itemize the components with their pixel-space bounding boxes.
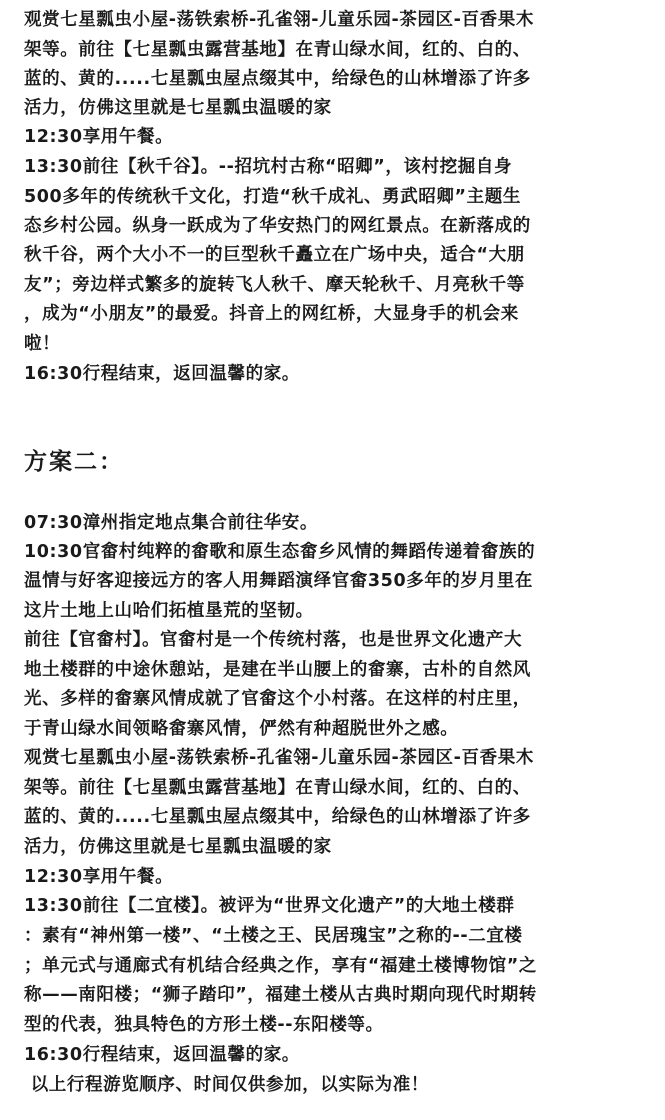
text-line: 友”；旁边样式繁多的旋转飞人秋千、摩天轮秋千、月亮秋千等 <box>24 275 525 295</box>
text-line: 秋千谷，两个大小不一的巨型秋千矗立在广场中央，适合“大朋 <box>24 245 525 265</box>
text-line: 态乡村公园。纵身一跃成为了华安热门的网红景点。在新落成的 <box>24 216 531 236</box>
text-line: 13:30前往【二宜楼】。被评为“世界文化遗产”的大地土楼群 <box>24 896 515 916</box>
text-line: 16:30行程结束，返回温馨的家。 <box>24 1045 300 1065</box>
text-line: 啦！ <box>24 334 61 354</box>
text-line: 地土楼群的中途休憩站，是建在半山腰上的畲寨，古朴的自然风 <box>24 660 531 680</box>
text-line: 活力，仿佛这里就是七星瓢虫温暖的家 <box>24 98 332 118</box>
text-line: 前往【官畲村】。官畲村是一个传统村落，也是世界文化遗产大 <box>24 630 523 650</box>
text-line: 13:30前往【秋千谷】。--招坑村古称“昭卿”，该村挖掘自身 <box>24 157 513 177</box>
text-line: 于青山绿水间领略畲寨风情，俨然有种超脱世外之感。 <box>24 719 459 739</box>
text-line: 观赏七星瓢虫小屋-荡铁索桥-孔雀翎-儿童乐园-茶园区-百香果木 <box>24 748 534 768</box>
text-line: 温情与好客迎接远方的客人用舞蹈演绎官畲350多年的岁月里在 <box>24 571 533 591</box>
disclaimer-line: 以上行程游览顺序、时间仅供参加，以实际为准！ <box>24 1075 429 1095</box>
text-line: 光、多样的畲寨风情成就了官畲这个小村落。在这样的村庄里， <box>24 689 531 709</box>
text-line: 称——南阳楼；“狮子踏印”，福建土楼从古典时期向现代时期转 <box>24 985 537 1005</box>
text-line: 活力，仿佛这里就是七星瓢虫温暖的家 <box>24 837 332 857</box>
text-line: ；单元式与通廊式有机结合经典之作，享有“福建土楼博物馆”之 <box>24 956 537 976</box>
text-line: 12:30享用午餐。 <box>24 127 174 147</box>
text-line: 架等。前往【七星瓢虫露营基地】在青山绿水间，红的、白的、 <box>24 40 531 60</box>
text-line: 12:30享用午餐。 <box>24 867 174 887</box>
text-line: 07:30漳州指定地点集合前往华安。 <box>24 513 319 533</box>
text-line: 观赏七星瓢虫小屋-荡铁索桥-孔雀翎-儿童乐园-茶园区-百香果木 <box>24 10 534 30</box>
text-line: 这片土地上山哈们拓植垦荒的坚韧。 <box>24 601 314 621</box>
text-line: 架等。前往【七星瓢虫露营基地】在青山绿水间，红的、白的、 <box>24 778 531 798</box>
text-line: ：素有“神州第一楼”、“土楼之王、民居瑰宝”之称的--二宜楼 <box>24 926 523 946</box>
text-line: 蓝的、黄的.....七星瓢虫屋点缀其中，给绿色的山林增添了许多 <box>24 807 531 827</box>
text-line: 10:30官畲村纯粹的畲歌和原生态畲乡风情的舞蹈传递着畲族的 <box>24 542 536 562</box>
text-line: 蓝的、黄的.....七星瓢虫屋点缀其中，给绿色的山林增添了许多 <box>24 69 531 89</box>
text-line: 500多年的传统秋千文化，打造“秋千成礼、勇武昭卿”主题生 <box>24 187 521 207</box>
text-line: 型的代表，独具特色的方形土楼--东阳楼等。 <box>24 1015 384 1035</box>
section-heading: 方案二： <box>24 449 124 475</box>
text-line: ，成为“小朋友”的最爱。抖音上的网红桥，大显身手的机会来 <box>24 304 519 324</box>
text-line: 16:30行程结束，返回温馨的家。 <box>24 364 300 384</box>
